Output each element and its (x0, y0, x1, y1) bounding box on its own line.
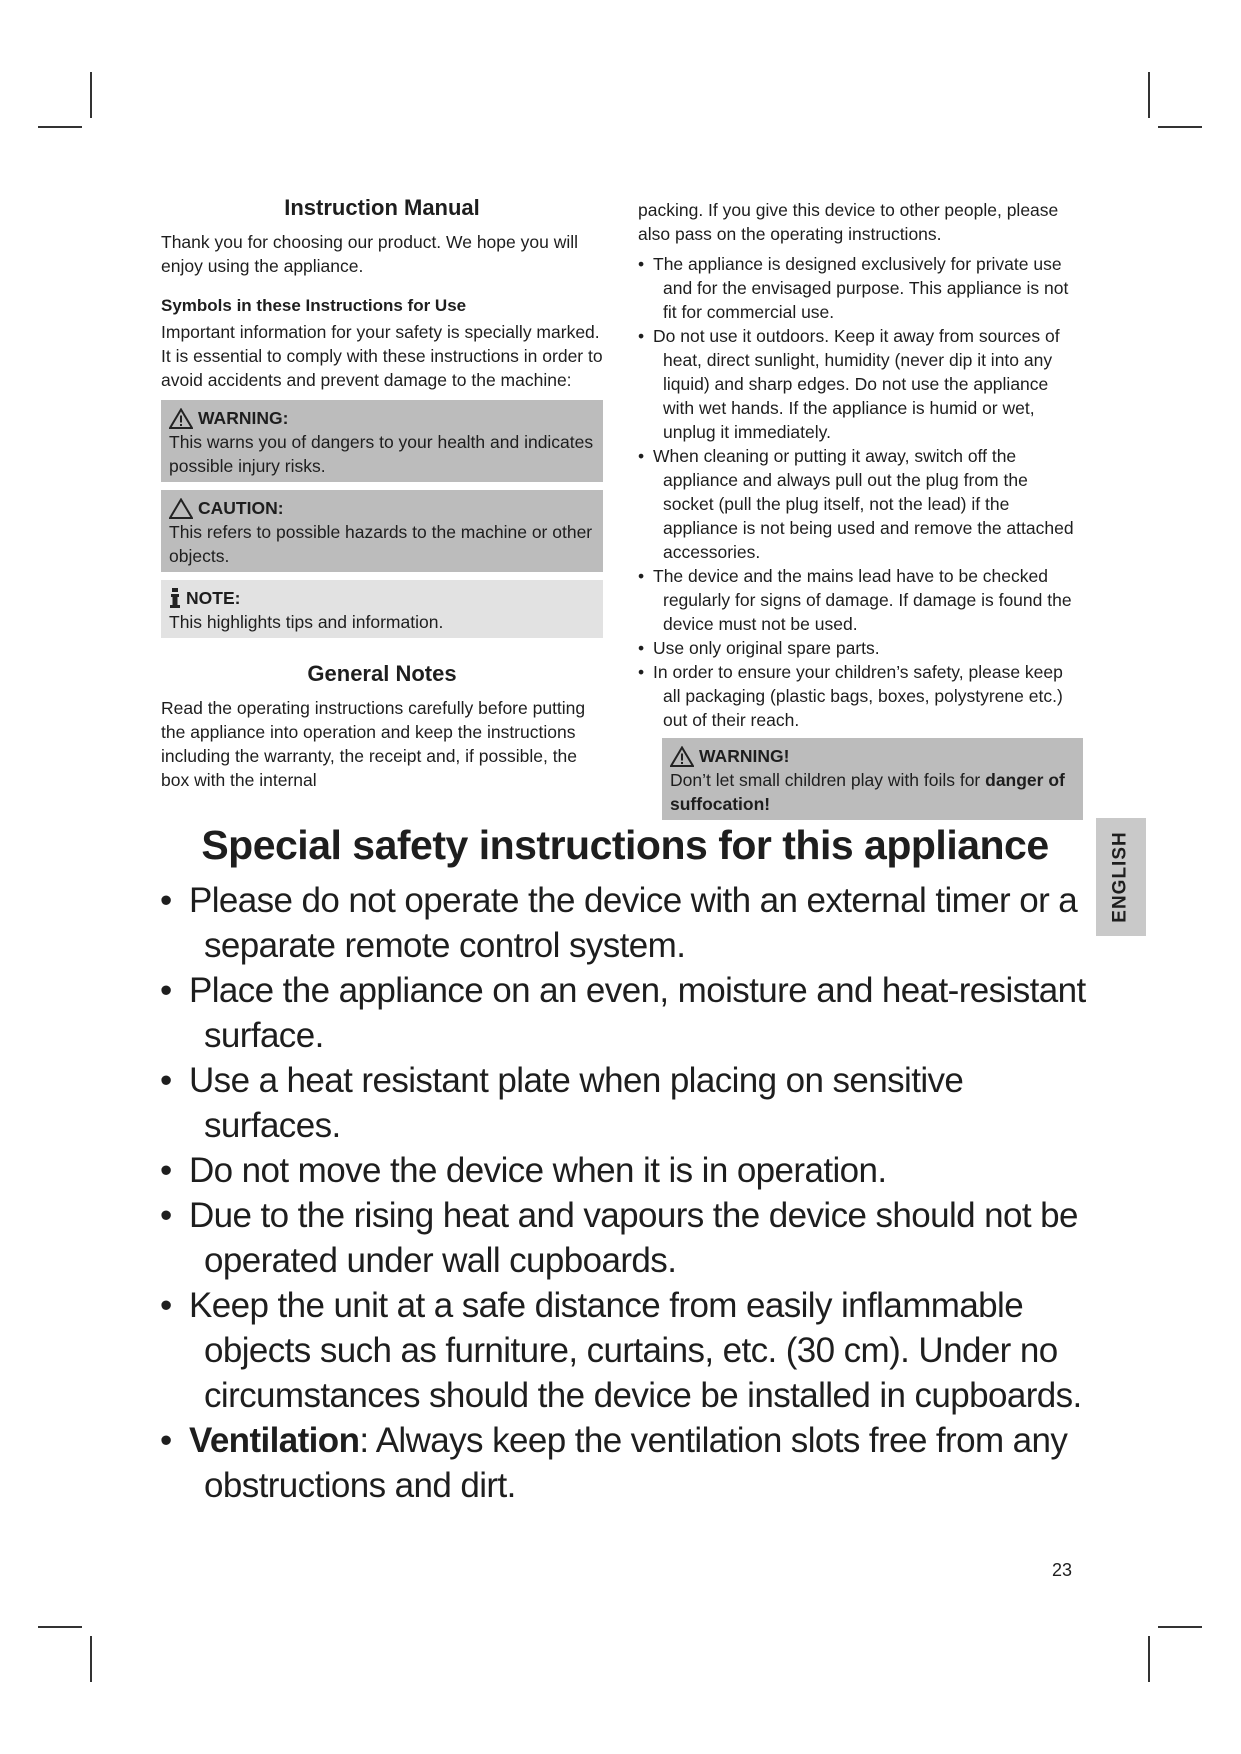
caution-triangle-icon (169, 498, 193, 519)
crop-mark (38, 126, 82, 128)
symbols-text: Important information for your safety is specially marked. (161, 322, 600, 342)
note-text: This highlights tips and information. (169, 612, 444, 632)
language-label: ENGLISH (1110, 831, 1132, 923)
crop-mark (90, 1636, 92, 1682)
crop-mark (38, 1626, 82, 1628)
warning-label: WARNING: (198, 408, 289, 428)
crop-mark (1148, 1636, 1150, 1682)
crop-mark (1158, 126, 1202, 128)
info-icon (169, 587, 181, 609)
special-safety-title: Special safety instructions for this appliance (201, 822, 1049, 868)
note-label: NOTE: (186, 588, 241, 608)
symbols-heading: Symbols in these Instructions for Use (161, 296, 467, 315)
page-number: 23 (1052, 1560, 1073, 1580)
list-item: • Due to the rising heat and vapours the device should not be operated under wall cupboards. (150, 1193, 1100, 1283)
language-tab (1096, 818, 1146, 936)
general-notes-text: Read the operating instructions carefully before putting the appliance into operation and keep the instructions including the warranty, the receipt and, if possible, the box with the internal (161, 698, 586, 790)
caution-box (161, 490, 603, 572)
list-item: • Place the appliance on an even, moisture and heat-resistant surface. (150, 968, 1100, 1058)
general-notes-title: General Notes (307, 661, 457, 686)
note-box (161, 580, 603, 638)
intro-text: Thank you for choosing our product. We hope you will enjoy using the appliance. (161, 232, 578, 276)
list-item-ventilation (150, 1418, 1100, 1508)
warning-text-bold: danger of suffocation! (670, 770, 1065, 814)
ventilation-label: Ventilation (189, 1421, 360, 1460)
suffocation-warning-box (662, 738, 1083, 820)
special-safety-section (150, 820, 1100, 1508)
caution-label: CAUTION: (198, 498, 284, 518)
manual-title: Instruction Manual (284, 195, 480, 220)
crop-mark (1148, 72, 1150, 118)
warning-label: WARNING! (699, 746, 790, 766)
list-item: • Use a heat resistant plate when placing on sensitive surfaces. (150, 1058, 1100, 1148)
crop-mark (90, 72, 92, 118)
left-column (161, 196, 603, 792)
list-item: • When cleaning or putting it away, switch off the appliance and always pull out the plug from the socket (pull the plug itself, not the lead) if the appliance is not being used and remove the attached accessories. (638, 444, 1083, 564)
list-item: • In order to ensure your children’s safety, please keep all packaging (plastic bags, boxes, polystyrene etc.) out of their reach. (638, 660, 1083, 732)
warning-triangle-icon (169, 408, 193, 429)
list-item: • Do not use it outdoors. Keep it away from sources of heat, direct sunlight, humidity (never dip it into any liquid) and sharp edges. Do not use the appliance with wet hands. If the appliance is humid or wet, unplug it immediately. (638, 324, 1083, 444)
list-item: • Use only original spare parts. (638, 636, 1083, 660)
caution-text: This refers to possible hazards to the machine or other objects. (169, 522, 593, 566)
list-item: • Do not move the device when it is in operation. (150, 1148, 1100, 1193)
continued-text: packing. If you give this device to other people, please also pass on the operating instructions. (638, 200, 1059, 244)
list-item: • The device and the mains lead have to be checked regularly for signs of damage. If damage is found the device must not be used. (638, 564, 1083, 636)
list-item: • The appliance is designed exclusively for private use and for the envisaged purpose. This appliance is not fit for commercial use. (638, 252, 1083, 324)
list-item: • Please do not operate the device with an external timer or a separate remote control system. (150, 878, 1100, 968)
suffocation-warning-text (670, 768, 1075, 816)
crop-mark (1158, 1626, 1202, 1628)
warning-box (161, 400, 603, 482)
ventilation-text: : Always keep the ventilation slots free from any obstructions and dirt. (204, 1421, 1068, 1505)
special-safety-list (150, 878, 1100, 1508)
symbols-text: It is essential to comply with these instructions in order to avoid accidents and prevent damage to the machine: (161, 346, 603, 390)
warning-text-plain: Don’t let small children play with foils for (670, 770, 986, 790)
safety-list (638, 252, 1083, 732)
warning-triangle-icon (670, 746, 694, 767)
right-column (638, 198, 1083, 820)
warning-text: This warns you of dangers to your health and indicates possible injury risks. (169, 432, 594, 476)
list-item: • Keep the unit at a safe distance from easily inflammable objects such as furniture, curtains, etc. (30 cm). Under no circumstances should the device be installed in cupboards. (150, 1283, 1100, 1418)
